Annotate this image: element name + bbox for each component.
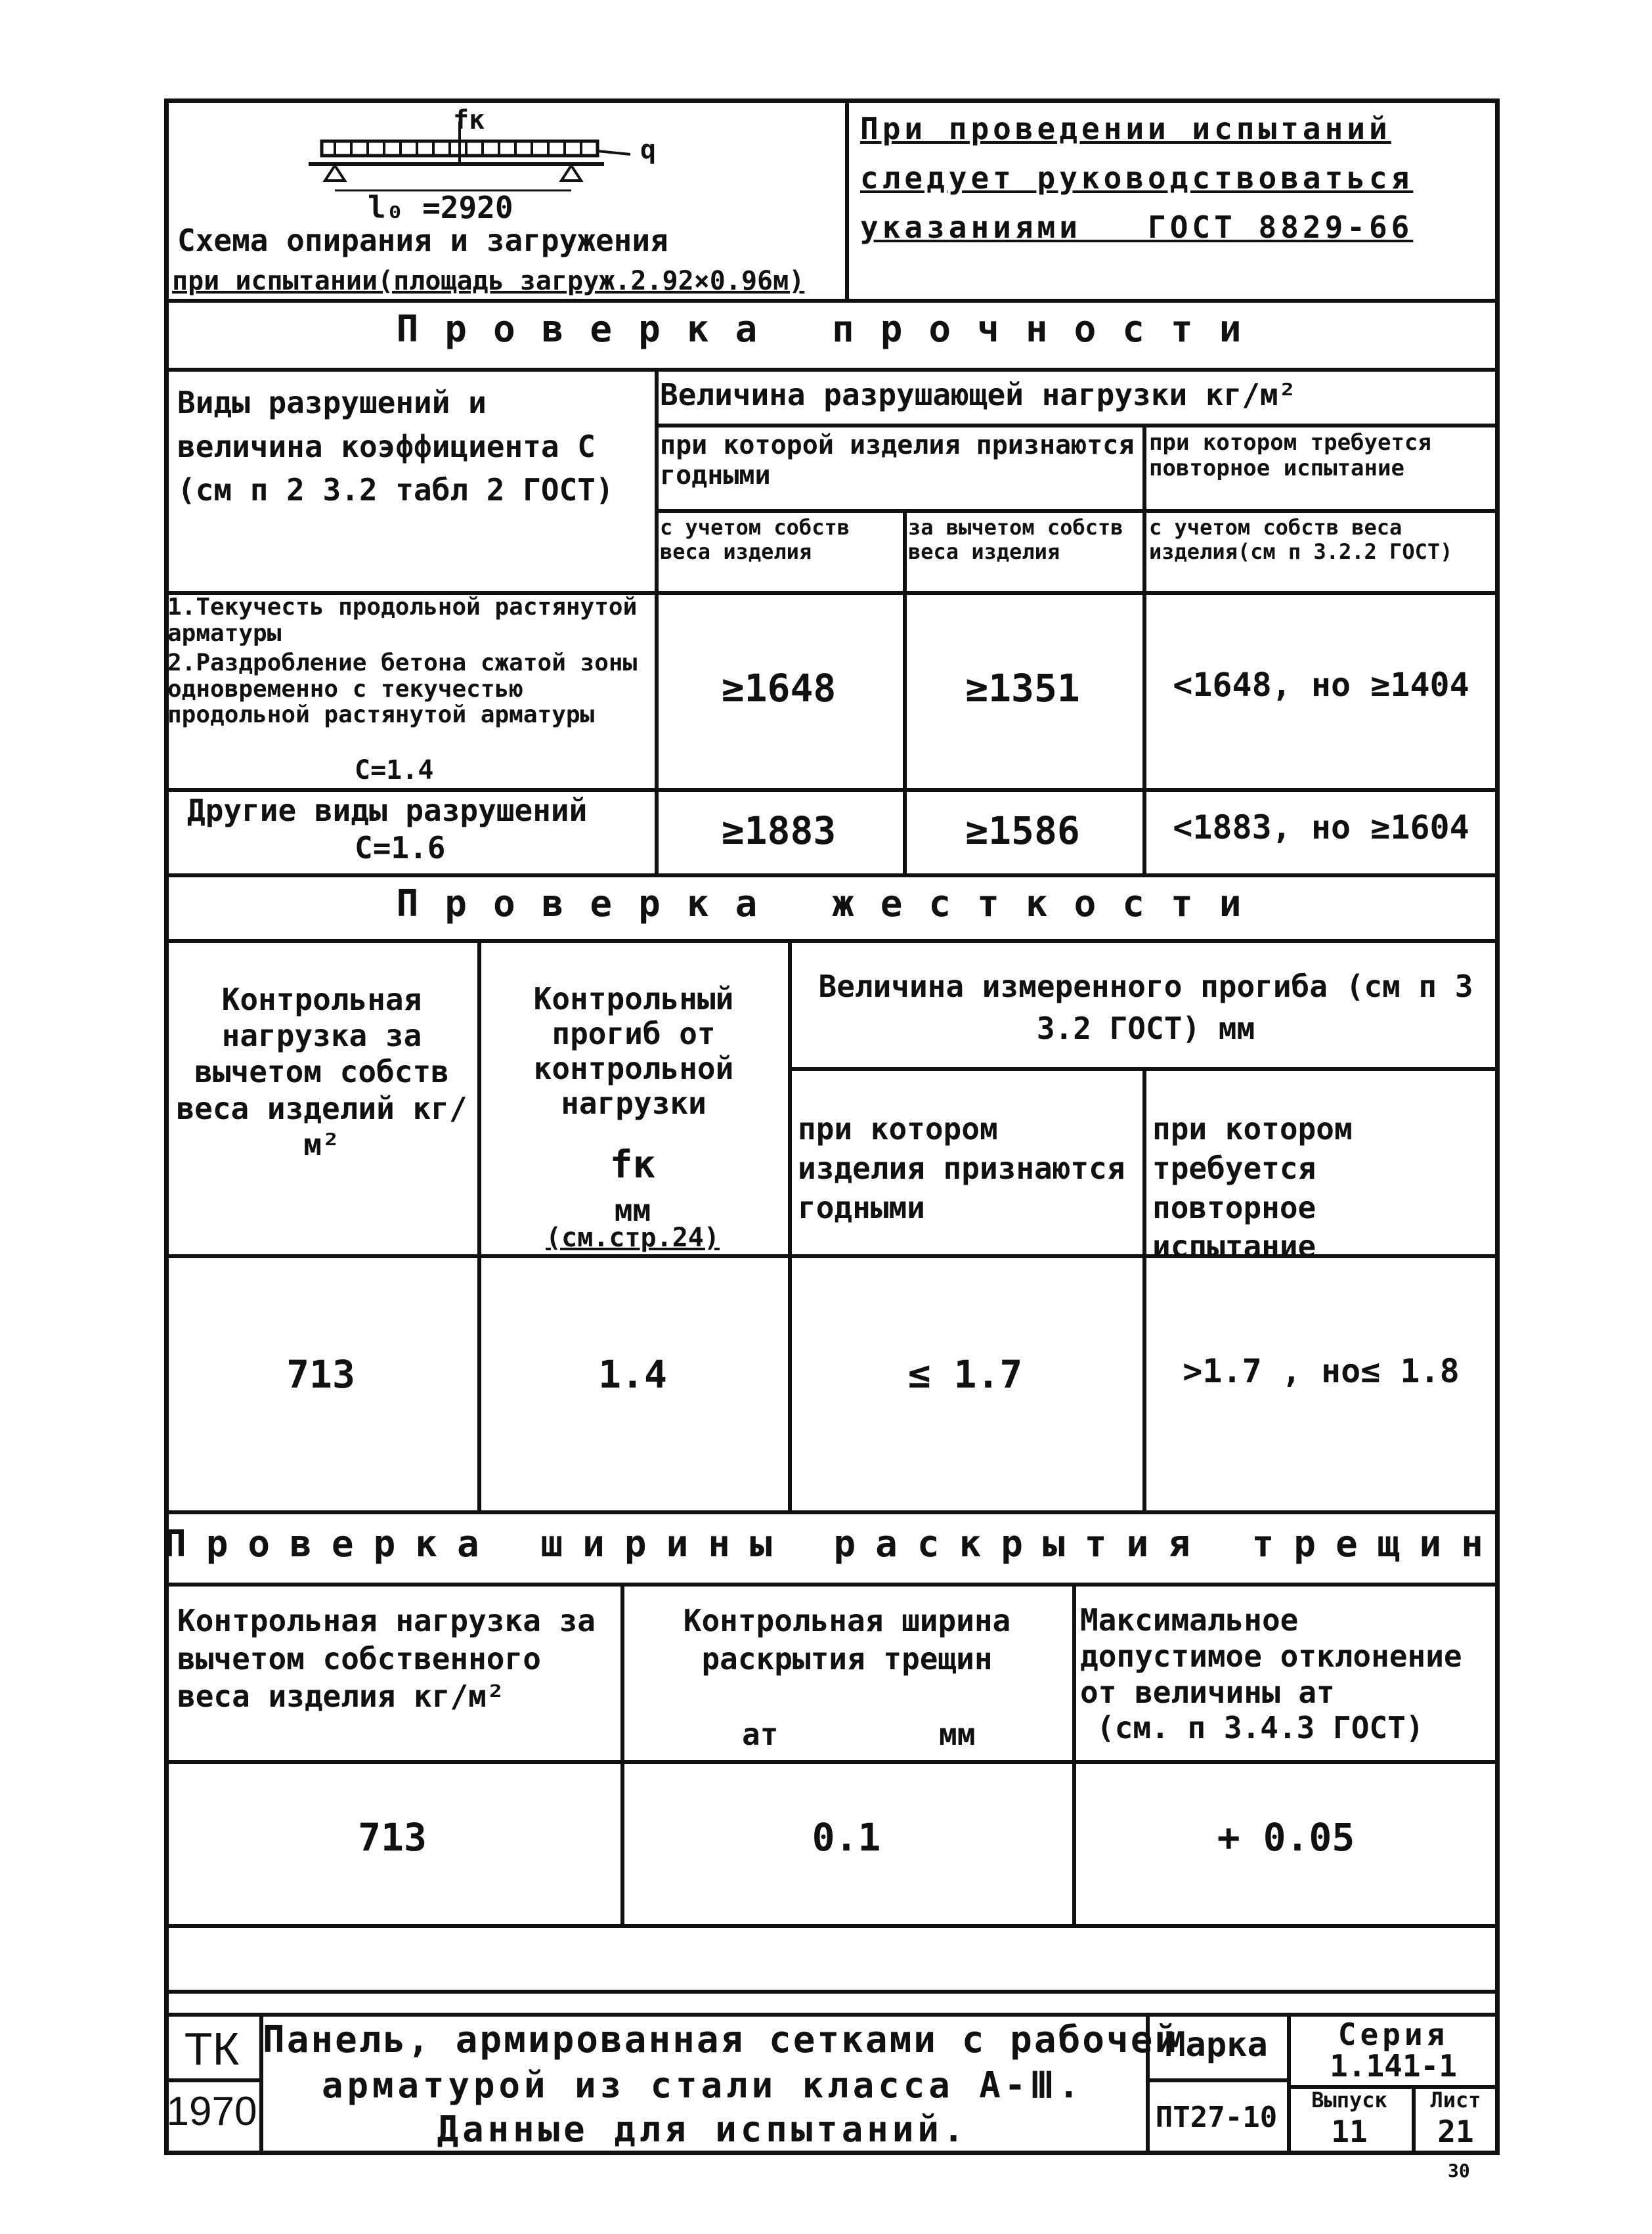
strength-value: ≥1351 <box>965 666 1080 711</box>
col-divider <box>1142 1067 1146 1510</box>
strength-value: <1648, но ≥1404 <box>1173 666 1469 704</box>
col-divider <box>620 1583 624 1924</box>
rule <box>164 1760 1500 1764</box>
deflection-symbol: fк <box>609 1142 656 1187</box>
marka-label: Марка <box>1165 2025 1268 2065</box>
sheet-value: 21 <box>1437 2114 1474 2149</box>
rule <box>788 1067 1500 1071</box>
crack-col1-header: Контрольная нагрузка за вычетом собственного веса изделия кг/м² <box>177 1603 596 1714</box>
crack-deviation-value: + 0.05 <box>1217 1815 1355 1860</box>
rule <box>164 299 1500 303</box>
series-value: 1.141-1 <box>1330 2048 1457 2084</box>
rule <box>164 1990 1500 1994</box>
sheet-title-line-3: Данные для испытаний. <box>437 2109 968 2150</box>
rule <box>164 873 1500 877</box>
sheet-label: Лист <box>1430 2088 1481 2113</box>
stiffness-load-value: 713 <box>286 1352 355 1397</box>
rule <box>164 368 1500 372</box>
stiffness-col1-header: Контрольная нагрузка за вычетом собств веса изделий кг/м² <box>176 982 467 1162</box>
col-divider <box>788 939 792 1510</box>
sheet-title-line-2: арматурой из стали класса А-Ⅲ. <box>321 2065 1084 2106</box>
note-line-3: указаниями ГОСТ 8829-66 <box>860 209 1414 245</box>
failure-type-1: 1.Текучесть продольной растянутой арматуры <box>167 594 638 647</box>
strength-retest-with-header: с учетом собств веса изделия(см п 3.2.2 ГОСТ) <box>1149 515 1453 564</box>
rule <box>164 1510 1500 1514</box>
rule <box>164 2078 259 2082</box>
scheme-span-label: l₀ =2920 <box>368 190 513 225</box>
stiffness-col3-header: Величина измеренного прогиба (см п 3 3.2 ГОСТ) мм <box>818 969 1473 1047</box>
crack-col2-header: Контрольная ширина раскрытия трещин <box>683 1603 1011 1676</box>
title-block-top <box>164 2013 1500 2017</box>
page-number: 30 <box>1448 2160 1470 2181</box>
strength-value: ≥1586 <box>965 808 1080 853</box>
rule <box>1146 2078 1287 2082</box>
strength-value: ≥1883 <box>721 808 837 853</box>
coefficient-c: С=1.4 <box>355 755 434 785</box>
crack-col3-header: Максимальное допустимое отклонение от величины aт <box>1080 1602 1462 1711</box>
issue-label: Выпуск <box>1311 2088 1387 2113</box>
strength-retest-header: при котором требуется повторное испытание <box>1149 429 1431 482</box>
crack-width-value: 0.1 <box>812 1815 881 1860</box>
deflection-value: 1.4 <box>598 1352 667 1397</box>
deflection-retest-value: >1.7 , но≤ 1.8 <box>1183 1352 1460 1390</box>
deflection-reference: (см.стр.24) <box>546 1223 720 1253</box>
issue-value: 11 <box>1331 2114 1368 2149</box>
crack-load-value: 713 <box>358 1815 427 1860</box>
scheme-fk-label: fк <box>453 105 485 135</box>
strength-with-weight-header: с учетом собств веса изделия <box>660 515 850 564</box>
crack-symbol: aт <box>742 1717 779 1752</box>
failure-type-other: Другие виды разрушений <box>187 793 588 828</box>
note-line-1: При проведении испытаний <box>860 111 1391 146</box>
deflection-unit: мм <box>614 1193 651 1228</box>
rule <box>164 1924 1500 1928</box>
sheet-title-line-1: Панель, армированная сетками с рабочей <box>263 2019 1179 2061</box>
rule <box>655 509 1500 513</box>
scheme-caption: Схема опирания и загружения <box>177 223 668 258</box>
crack-title: Проверка ширины раскрытия трещин <box>164 1523 1503 1566</box>
strength-without-weight-header: за вычетом собств веса изделия <box>908 515 1123 564</box>
strength-col2-header: Величина разрушающей нагрузки кг/м² <box>660 377 1297 412</box>
rule <box>655 424 1500 427</box>
strength-value: <1883, но ≥1604 <box>1173 808 1469 846</box>
year-label: 1970 <box>166 2089 257 2134</box>
strength-col1-header: Виды разрушений и величина коэффициента С (см п 2 3.2 табл 2 ГОСТ) <box>177 385 614 508</box>
col-divider <box>1072 1583 1076 1924</box>
stiffness-col2-header: Контрольный прогиб от контрольной нагрузки <box>533 981 734 1121</box>
scheme-load-label: q <box>640 135 657 165</box>
rule <box>164 788 1500 792</box>
rule <box>164 1583 1500 1587</box>
scheme-caption-area: при испытании(площадь загруж.2.92×0.96м) <box>172 266 805 296</box>
stiffness-title: Проверка жесткости <box>396 883 1268 925</box>
strength-title: Проверка прочности <box>396 308 1268 351</box>
crack-col3-reference: (см. п 3.4.3 ГОСТ) <box>1097 1710 1424 1745</box>
coefficient-c: С=1.6 <box>355 830 446 865</box>
failure-type-2: 2.Раздробление бетона сжатой зоны одновременно с текучестью продольной растянутой арматуры <box>167 649 638 729</box>
tk-label: ТК <box>184 2023 240 2074</box>
strength-value: ≥1648 <box>721 666 837 711</box>
stiffness-retest-header: при котором требуется повторное испытание <box>1152 1111 1353 1265</box>
strength-accept-header: при которой изделия признаются годными <box>660 430 1135 491</box>
crack-unit: мм <box>939 1717 976 1752</box>
col-divider <box>655 368 659 873</box>
rule <box>164 939 1500 943</box>
series-label: Серия <box>1337 2017 1449 2052</box>
col-divider <box>1142 424 1146 873</box>
note-line-2: следует руководствоваться <box>860 160 1414 196</box>
header-divider <box>845 99 849 302</box>
stiffness-accept-header: при котором изделия признаются годными <box>798 1111 1125 1225</box>
deflection-accept-value: ≤ 1.7 <box>907 1352 1023 1397</box>
marka-value: ПТ27-10 <box>1155 2101 1278 2134</box>
